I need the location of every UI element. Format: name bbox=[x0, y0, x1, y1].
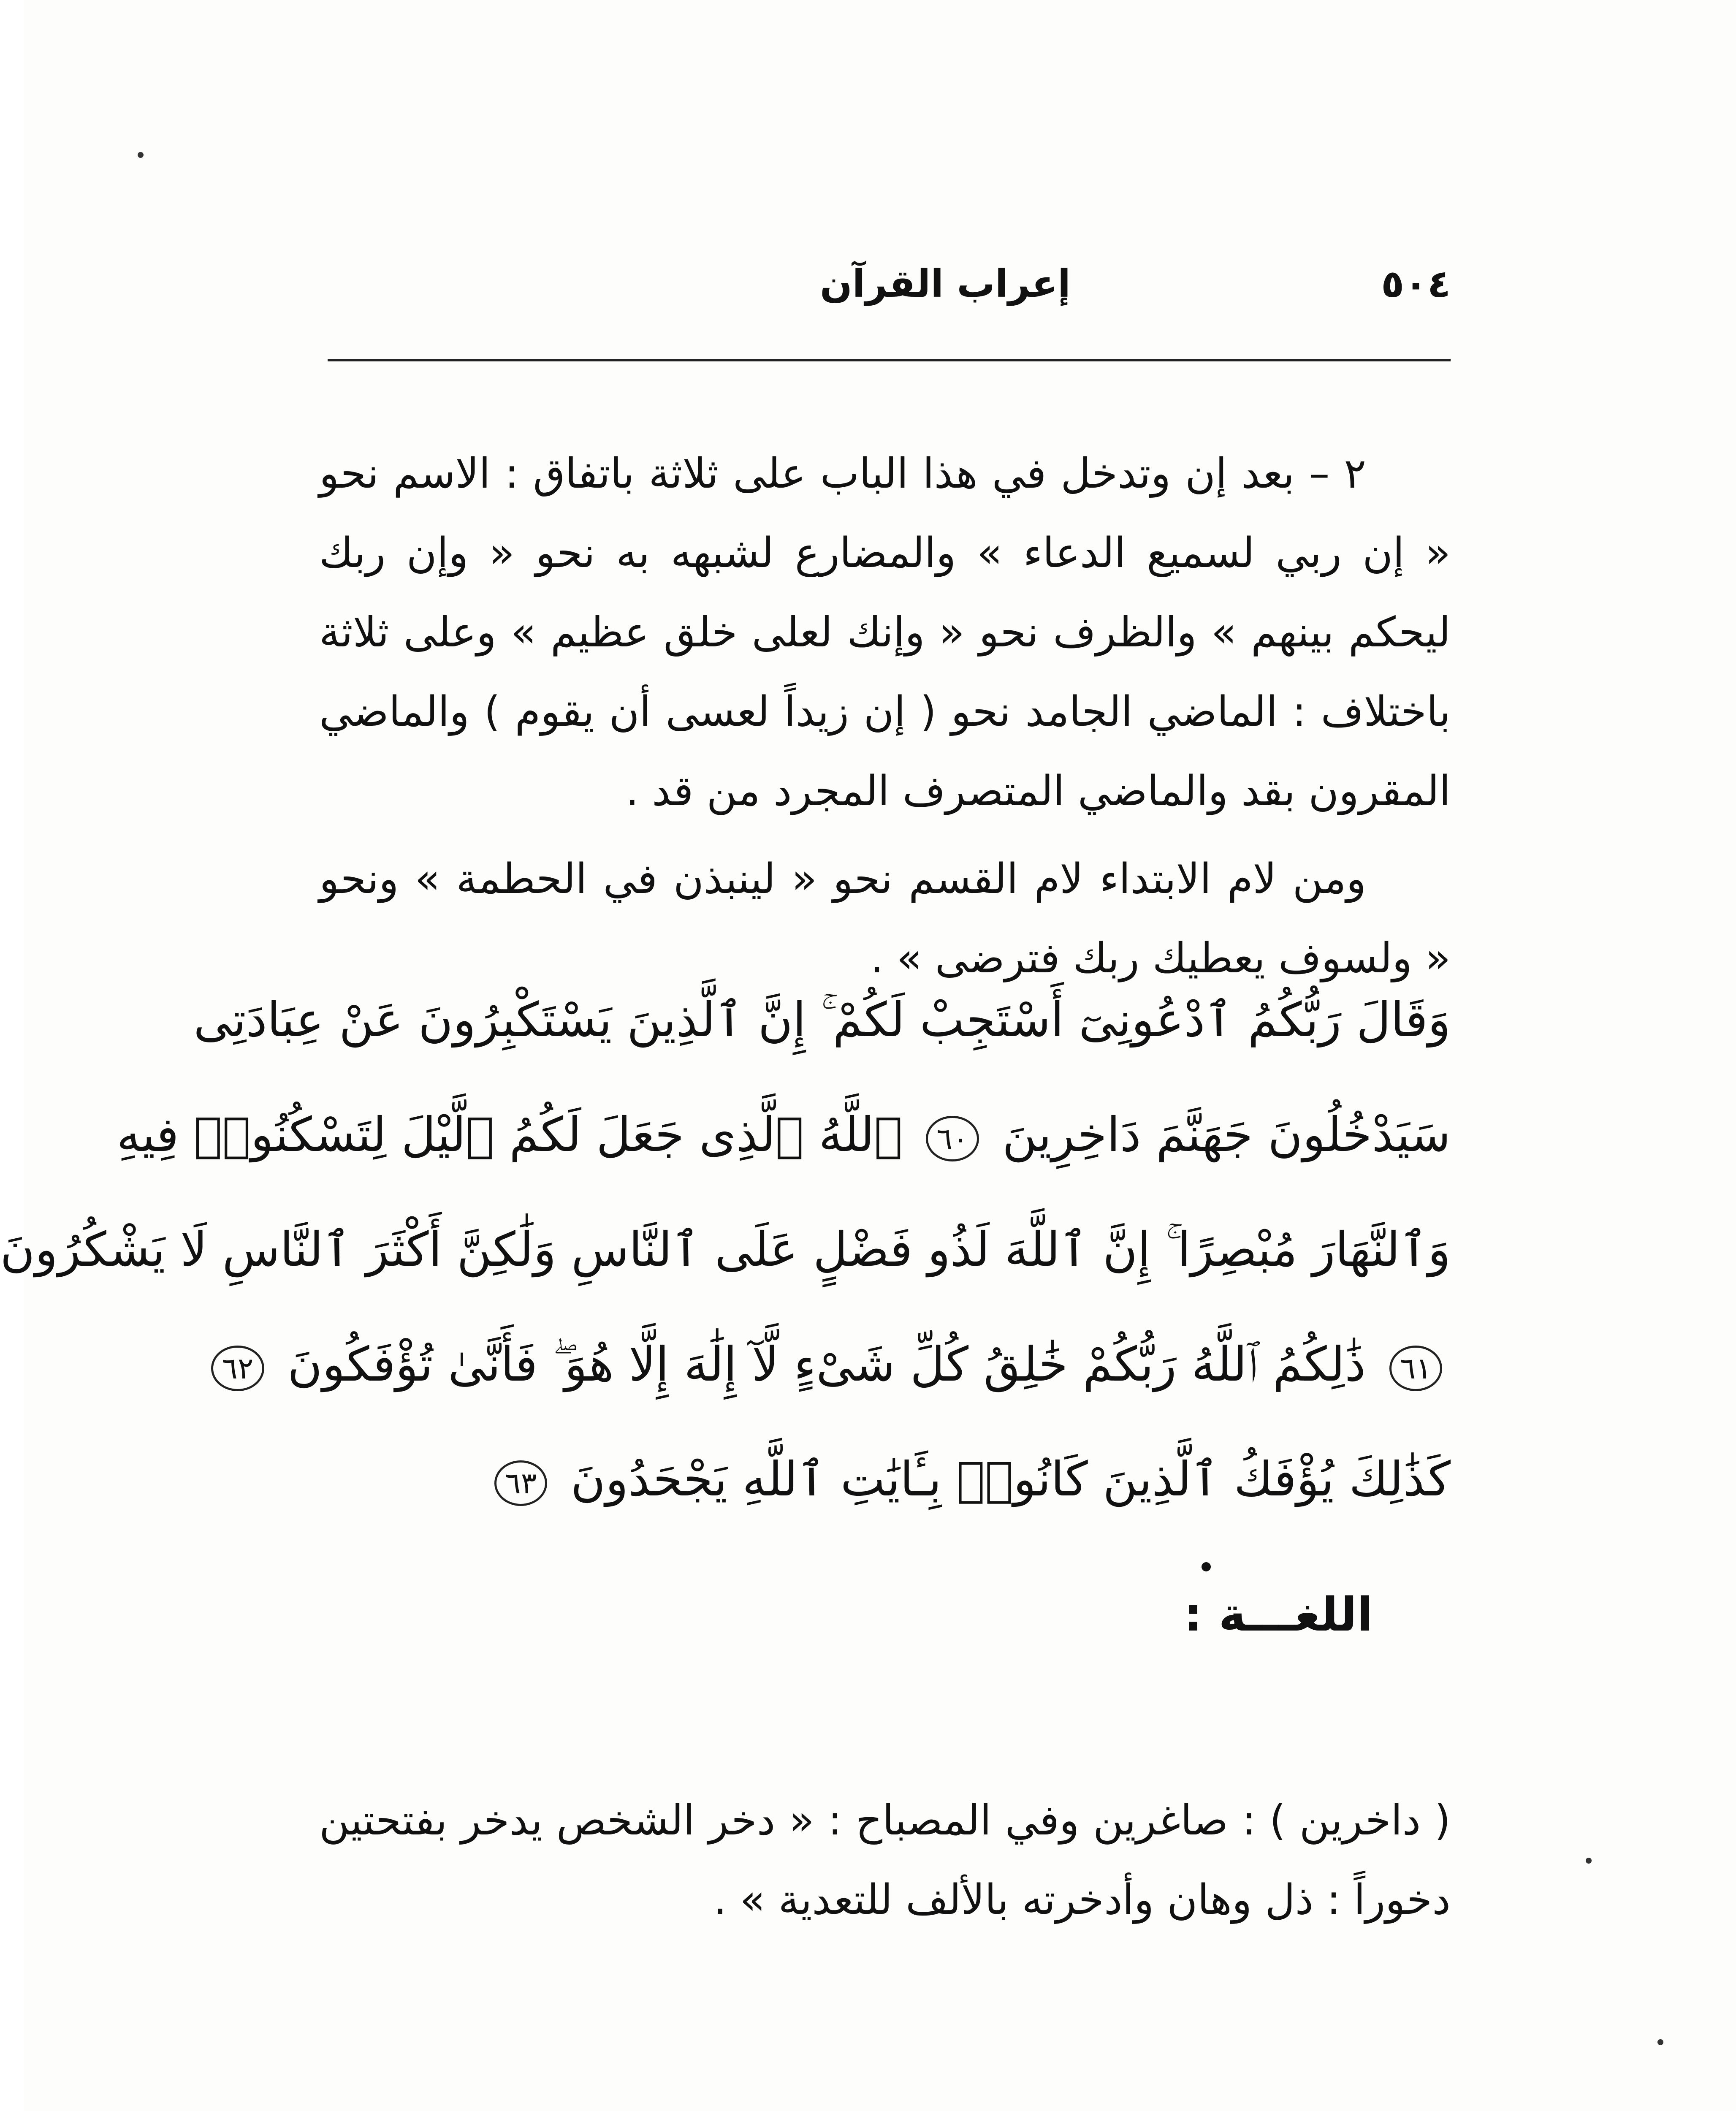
verse-line bbox=[0, 1192, 1451, 1307]
scan-speck bbox=[1586, 1858, 1592, 1864]
running-title: إعراب القرآن bbox=[819, 262, 1071, 306]
verse-line bbox=[117, 1077, 1451, 1192]
verse-line bbox=[344, 1422, 1451, 1537]
ayah-number-marker: ٦٢ bbox=[211, 1346, 264, 1391]
scan-speck bbox=[1657, 2039, 1663, 2045]
header-rule bbox=[328, 359, 1451, 361]
ayah-number-marker: ٦٠ bbox=[926, 1116, 979, 1161]
paragraph-inna-lam: ٢ – بعد إن وتدخل في هذا الباب على ثلاثة باتفاق : الاسم نحو « إن ربي لسميع الدعاء » والمضارع لشبهه به نحو « وإن ربك ليحكم بينهم » والظرف نحو « وإنك لعلى خلق عظيم » وعلى ثلاثة باختلاف : الماضي الجامد نحو ( إن زيداً لعسى أن يقوم ) والماضي المقرون بقد والماضي المتصرف المجرد من قد . bbox=[319, 450, 1451, 815]
separator-dot bbox=[1202, 1562, 1211, 1571]
verse-text: وَقَالَ رَبُّكُمُ ٱدْعُونِىٓ أَسْتَجِبْ لَكُمْ ۚ إِنَّ ٱلَّذِينَ يَسْتَكْبِرُونَ عَنْ عِبَادَتِى bbox=[193, 993, 1451, 1047]
ayah-number-marker: ٦٣ bbox=[494, 1460, 547, 1506]
verse-text: ٱللَّهُ ٱلَّذِى جَعَلَ لَكُمُ ٱلَّيْلَ لِتَسْكُنُوا۟ فِيهِ bbox=[117, 1107, 903, 1162]
paragraph-dakhirin-meaning: ( داخرين ) : صاغرين وفي المصباح : « دخر الشخص يدخر بفتحتين دخوراً : ذل وهان وأدخرته بالألف للتعدية » . bbox=[319, 1796, 1451, 1924]
scan-speck bbox=[138, 152, 144, 158]
page-number: ٥٠٤ bbox=[1381, 262, 1451, 306]
quran-verses bbox=[0, 963, 1451, 1537]
section-heading-lugha: اللغـــة : bbox=[1184, 1587, 1373, 1642]
verse-text: كَذَٰلِكَ يُؤْفَكُ ٱلَّذِينَ كَانُوا۟ بِـَٔايَٰتِ ٱللَّهِ يَجْحَدُونَ bbox=[570, 1452, 1451, 1507]
verse-text: وَٱلنَّهَارَ مُبْصِرًا ۚ إِنَّ ٱللَّهَ لَذُو فَضْلٍ عَلَى ٱلنَّاسِ وَلَٰكِنَّ أَكْثَرَ ٱلنَّاسِ لَا يَشْكُرُونَ bbox=[0, 1222, 1451, 1277]
verse-text: ذَٰلِكُمُ ٱللَّهُ رَبُّكُمْ خَٰلِقُ كُلِّ شَىْءٍ لَّآ إِلَٰهَ إِلَّا هُوَ ۖ فَأَنَّىٰ تُؤْفَكُونَ bbox=[288, 1337, 1366, 1392]
ayah-number-marker: ٦١ bbox=[1389, 1346, 1442, 1391]
verse-line bbox=[222, 1307, 1451, 1422]
page-header bbox=[328, 253, 1451, 346]
verse-text: سَيَدْخُلُونَ جَهَنَّمَ دَاخِرِينَ bbox=[1002, 1107, 1451, 1162]
paragraph-lam-qasam: ومن لام الابتداء لام القسم نحو « لينبذن في الحطمة » ونحو « ولسوف يعطيك ربك فترضى » . bbox=[319, 855, 1451, 982]
verse-line bbox=[193, 963, 1451, 1077]
